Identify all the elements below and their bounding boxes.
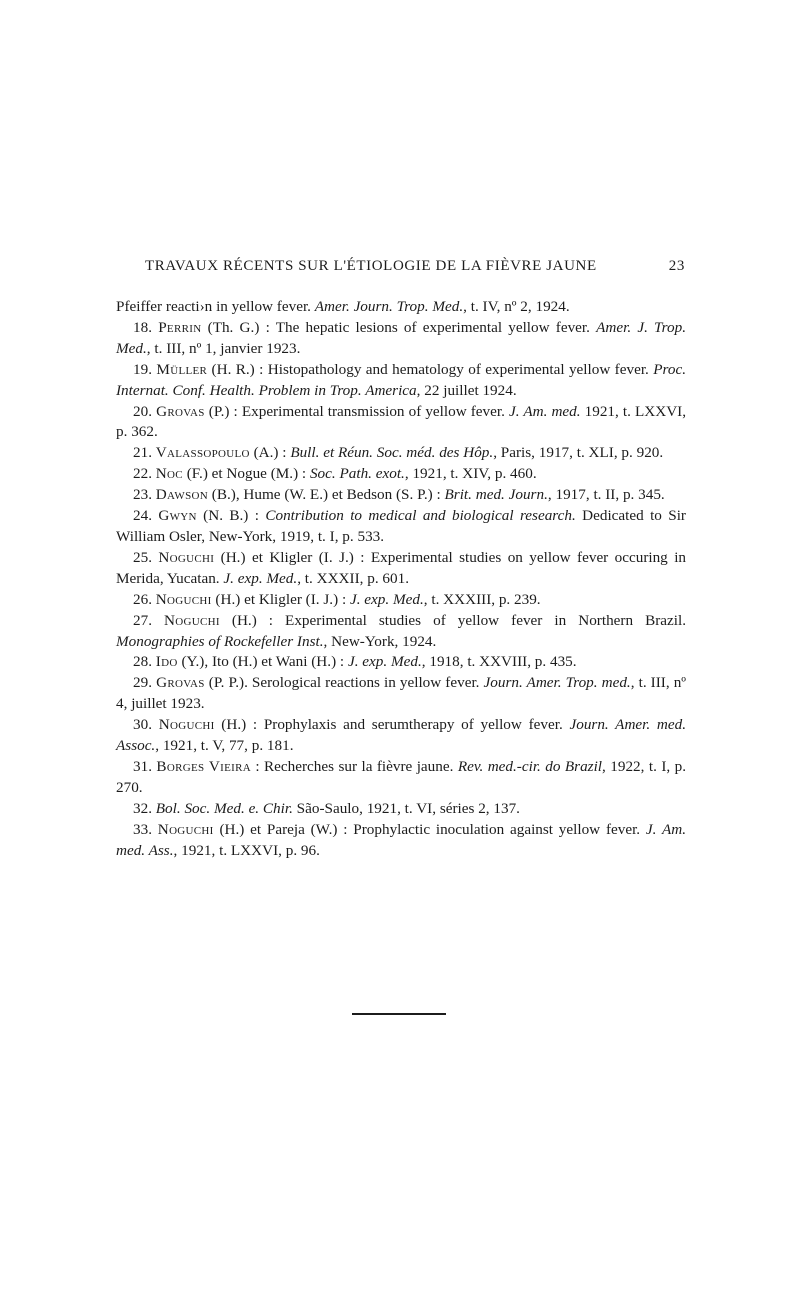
reference-author: Noc	[155, 465, 183, 483]
running-head-title: TRAVAUX RÉCENTS SUR L'ÉTIOLOGIE DE LA FIÈVRE JAUNE	[145, 258, 597, 274]
reference-author: Dawson	[155, 486, 208, 504]
reference-22: 22. Noc (F.) et Nogue (M.) : Soc. Path. exot., 1921, t. XIV, p. 460.	[133, 465, 537, 483]
reference-author: Borges Vieira	[156, 757, 251, 775]
reference-author: Grovas	[156, 402, 205, 420]
reference-26: 26. Noguchi (H.) et Kligler (I. J.) : J. exp. Med., t. XXXIII, p. 239.	[133, 590, 541, 608]
reference-30: 30. Noguchi (H.) : Prophylaxis and serumtherapy of yellow fever. Journ. Amer. med. Assoc., 1921, t. V, 77, p. 181.	[116, 716, 686, 755]
reference-29: 29. Grovas (P. P.). Serological reactions in yellow fever. Journ. Amer. Trop. med., t. III, nº 4, juillet 1923.	[116, 674, 687, 713]
reference-author: Grovas	[156, 674, 205, 692]
reference-23: 23. Dawson (B.), Hume (W. E.) et Bedson (S. P.) : Brit. med. Journ., 1917, t. II, p. 345.	[133, 486, 665, 504]
reference-18: 18. Perrin (Th. G.) : The hepatic lesions of experimental yellow fever. Amer. J. Trop. Med., t. III, nº 1, janvier 1923.	[116, 318, 686, 357]
reference-27: 27. Noguchi (H.) : Experimental studies of yellow fever in Northern Brazil. Monographies of Rockefeller Inst., New-York, 1924.	[116, 611, 686, 650]
reference-author: Ido	[155, 653, 178, 671]
reference-author: Müller	[156, 360, 208, 378]
reference-21: 21. Valassopoulo (A.) : Bull. et Réun. Soc. méd. des Hôp., Paris, 1917, t. XLI, p. 920.	[133, 444, 664, 462]
reference-author: Noguchi	[158, 548, 215, 566]
reference-28: 28. Ido (Y.), Ito (H.) et Wani (H.) : J. exp. Med., 1918, t. XXVIII, p. 435.	[133, 653, 577, 671]
reference-author: Noguchi	[157, 820, 214, 838]
reference-list	[116, 297, 686, 861]
reference-31: 31. Borges Vieira : Recherches sur la fièvre jaune. Rev. med.-cir. do Brazil, 1922, t. I, p. 270.	[116, 757, 686, 796]
reference-continued: Pfeiffer reacti›n in yellow fever. Amer. Journ. Trop. Med., t. IV, nº 2, 1924.	[116, 298, 570, 315]
reference-25: 25. Noguchi (H.) et Kligler (I. J.) : Experimental studies on yellow fever occuring in Merida, Yucatan. J. exp. Med., t. XXXII, p. 601.	[116, 548, 687, 587]
reference-33: 33. Noguchi (H.) et Pareja (W.) : Prophylactic inoculation against yellow fever. J. Am. med. Ass., 1921, t. LXXVI, p. 96.	[116, 820, 687, 859]
reference-author: Noguchi	[158, 716, 215, 734]
reference-author: Noguchi	[164, 611, 220, 629]
reference-24: 24. Gwyn (N. B.) : Contribution to medical and biological research. Dedicated to Sir William Osler, New-York, 1919, t. I, p. 533.	[116, 507, 686, 545]
reference-32: 32. Bol. Soc. Med. e. Chir. São-Saulo, 1921, t. VI, séries 2, 137.	[133, 799, 520, 817]
reference-author: Gwyn	[158, 507, 197, 525]
reference-20: 20. Grovas (P.) : Experimental transmission of yellow fever. J. Am. med. 1921, t. LXXVI, p. 362.	[116, 402, 687, 441]
reference-author: Perrin	[158, 318, 202, 336]
closing-rule	[352, 1013, 446, 1015]
page-number: 23	[668, 258, 685, 274]
reference-author: Valassopoulo	[155, 444, 250, 462]
reference-author: Noguchi	[155, 590, 212, 608]
reference-19: 19. Müller (H. R.) : Histopathology and hematology of experimental yellow fever. Proc. Internat. Conf. Health. Problem in Trop. America, 22 juillet 1924.	[116, 360, 686, 399]
